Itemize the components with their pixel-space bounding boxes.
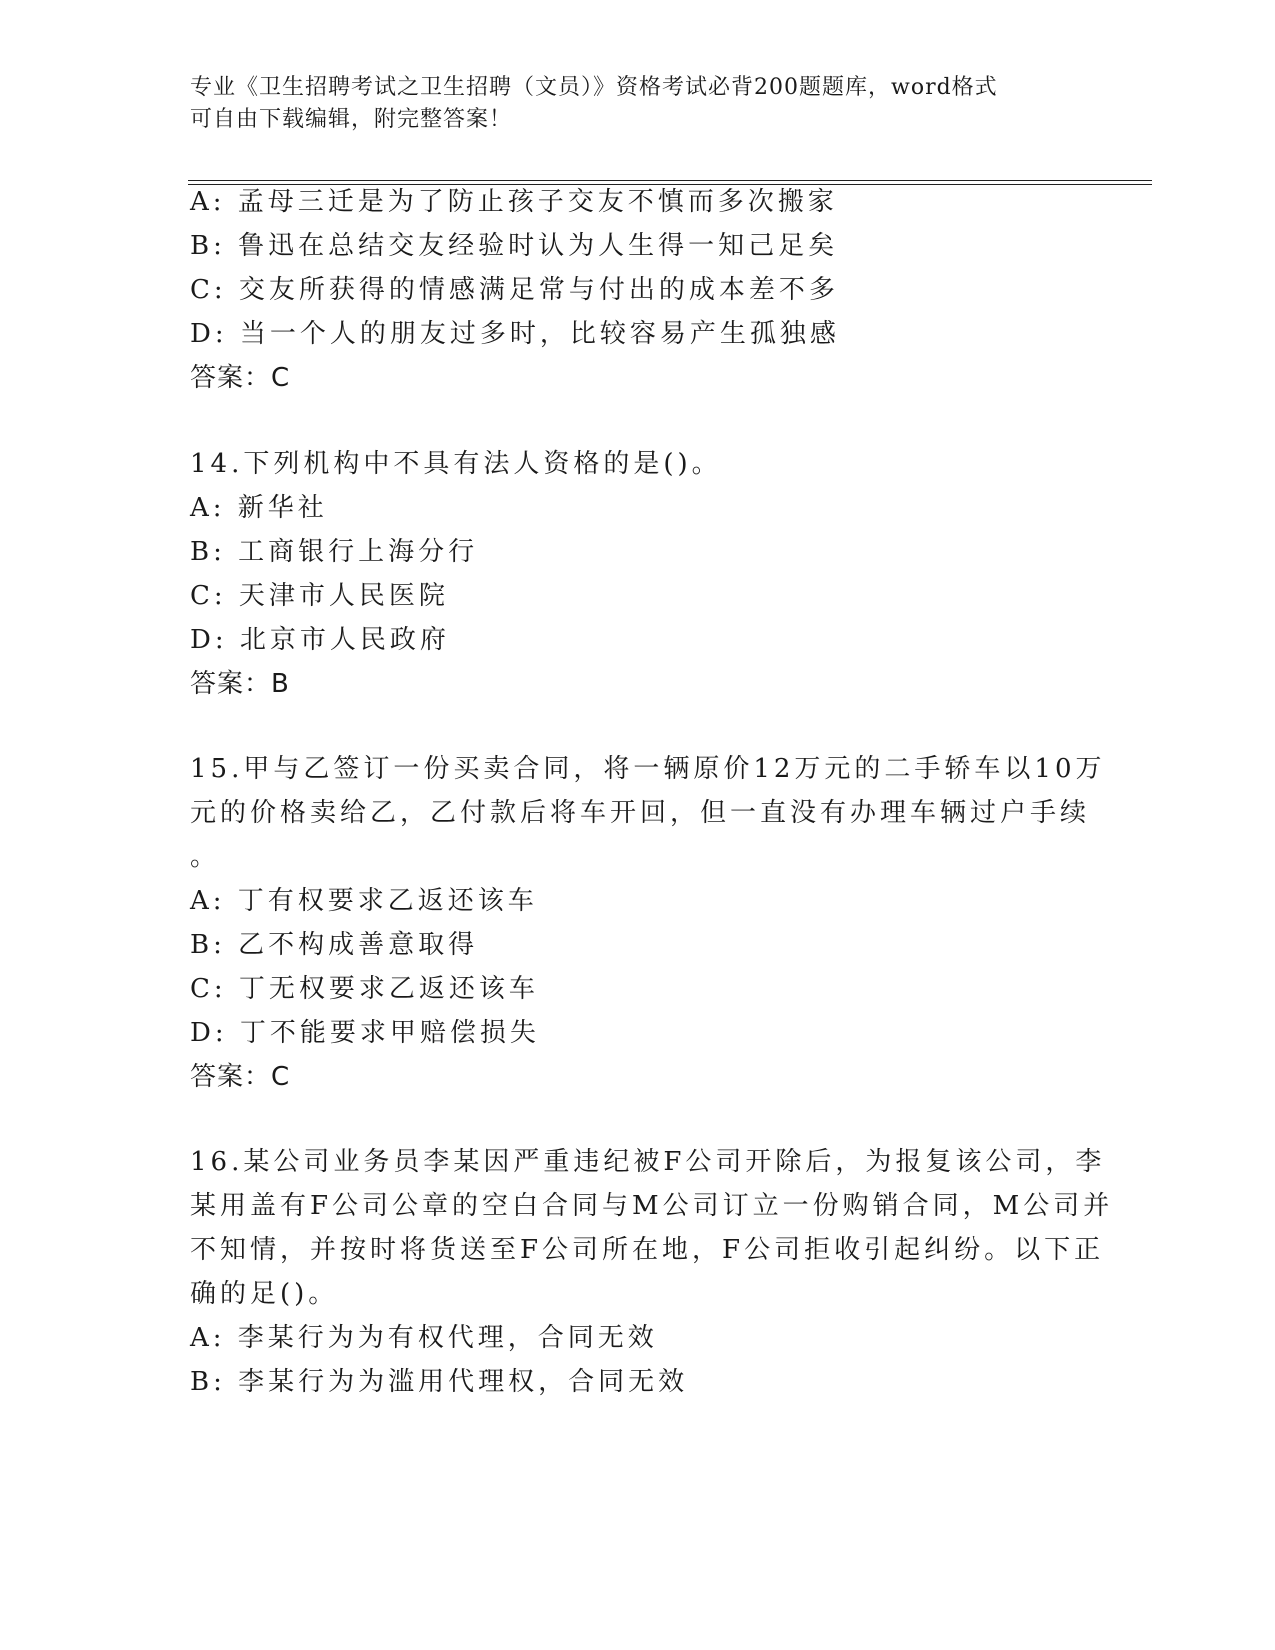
q14-option-b: B: 工商银行上海分行 (190, 537, 479, 567)
q16-option-b: B: 李某行为为滥用代理权，合同无效 (190, 1367, 689, 1397)
q16-stem-line-2: 某用盖有F公司公章的空白合同与M公司订立一份购销合同，M公司并 (190, 1191, 1114, 1221)
q15-stem-line-3: 。 (190, 842, 221, 872)
q15-option-c: C: 丁无权要求乙返还该车 (190, 974, 539, 1004)
q15-answer: 答案：C (190, 1062, 291, 1092)
q14-option-a: A: 新华社 (190, 493, 328, 523)
header-line-1: 专业《卫生招聘考试之卫生招聘（文员）》资格考试必背200题题库，word格式 (190, 75, 998, 100)
q13-option-d: D: 当一个人的朋友过多时，比较容易产生孤独感 (190, 319, 840, 349)
q15-option-d: D: 丁不能要求甲赔偿损失 (190, 1018, 540, 1048)
q16-stem-line-1: 16.某公司业务员李某因严重违纪被F公司开除后，为报复该公司，李 (190, 1147, 1106, 1177)
q16-option-a: A: 李某行为为有权代理，合同无效 (190, 1323, 658, 1353)
q14-option-c: C: 天津市人民医院 (190, 581, 449, 611)
header-line-2: 可自由下载编辑，附完整答案！ (190, 107, 513, 132)
q15-stem-line-1: 15.甲与乙签订一份买卖合同，将一辆原价12万元的二手轿车以10万 (190, 754, 1106, 784)
q16-stem-line-3: 不知情，并按时将货送至F公司所在地，F公司拒收引起纠纷。以下正 (190, 1235, 1105, 1265)
document-header (190, 72, 1090, 136)
q13-option-a: A: 孟母三迁是为了防止孩子交友不慎而多次搬家 (190, 187, 838, 217)
q15-option-b: B: 乙不构成善意取得 (190, 930, 479, 960)
q14-answer: 答案：B (190, 669, 290, 699)
q15-stem-line-2: 元的价格卖给乙，乙付款后将车开回，但一直没有办理车辆过户手续 (190, 798, 1091, 828)
q16-stem-line-4: 确的足()。 (190, 1279, 339, 1309)
q14-stem: 14.下列机构中不具有法人资格的是()。 (190, 449, 722, 479)
q15-option-a: A: 丁有权要求乙返还该车 (190, 886, 538, 916)
header-rule-top (188, 180, 1152, 181)
q13-answer: 答案：C (190, 363, 291, 393)
q14-option-d: D: 北京市人民政府 (190, 625, 450, 655)
header-rule-bottom (188, 184, 1152, 185)
q13-option-b: B: 鲁迅在总结交友经验时认为人生得一知己足矣 (190, 231, 839, 261)
q13-option-c: C: 交友所获得的情感满足常与付出的成本差不多 (190, 275, 839, 305)
